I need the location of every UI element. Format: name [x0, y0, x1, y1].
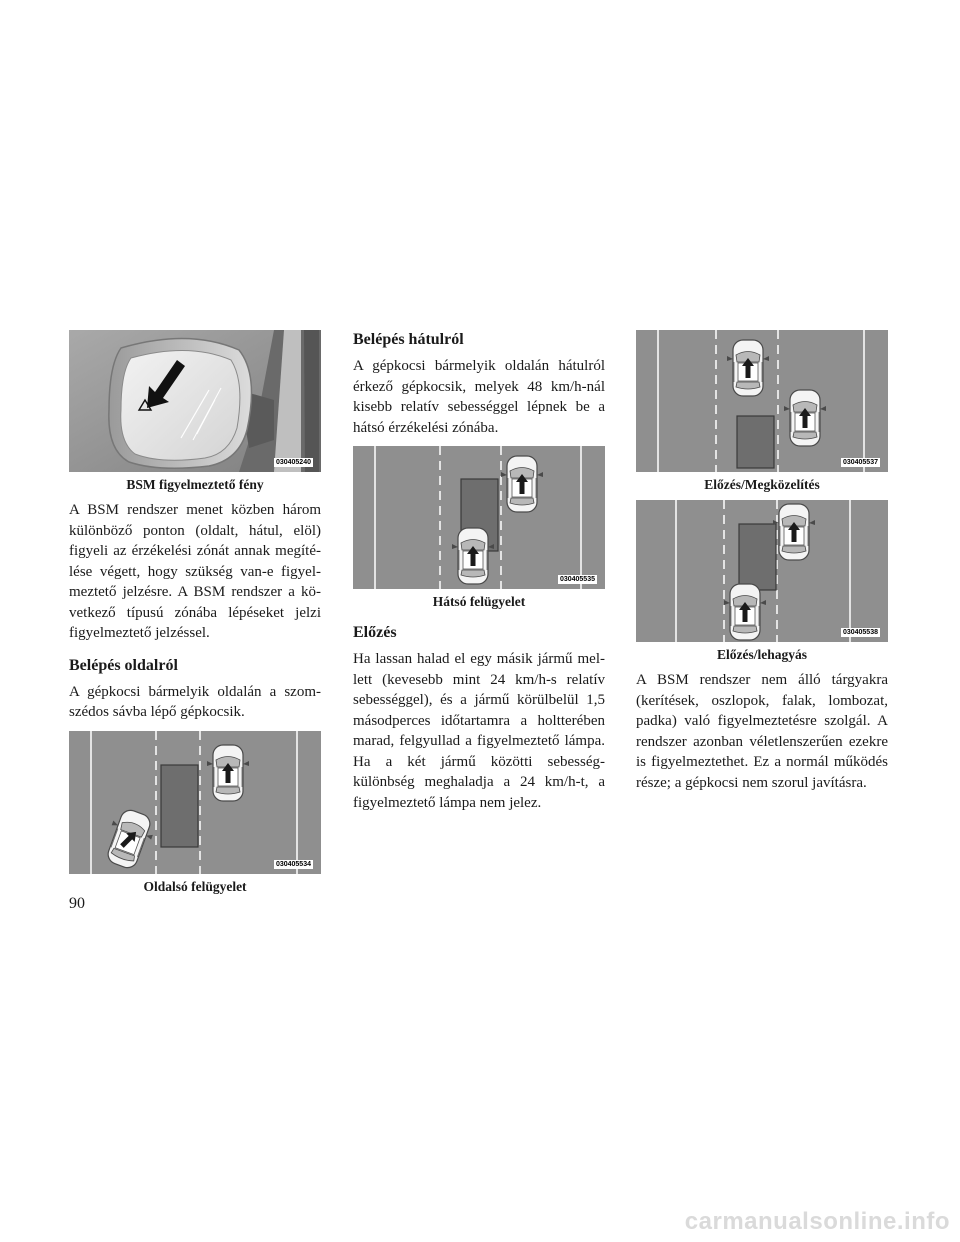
figure-bsm-warning-light [69, 330, 321, 472]
car-icon [452, 528, 494, 584]
rear-entry-paragraph: A gépkocsi bármelyik oldalán hátulról érkező gépkocsik, melyek 48 km/h-nál kisebb relatív sebességgel lépnek be a hátsó érzékelési zónába. [353, 358, 605, 436]
overtaking-paragraph: Ha lassan halad el egy másik jármű mellett (kevesebb mint 24 km/h-s relatív sebességgel), és a jármű körülbelül 1,5 másodperces időtartamra a holtterében marad, felgyullad a figyelmeztető lámpa. Ha a két jármű közötti sebességkülönbség meghaladja a 24 km/h-t, a figyelmeztető lámpa nem jelez. [353, 651, 605, 811]
car-icon [724, 584, 766, 640]
detection-zone [161, 765, 198, 847]
page-number: 90 [69, 895, 85, 912]
car-icon [207, 745, 249, 801]
side-entry-paragraph: A gépkocsi bármelyik oldalán a szomszédos sávba lépő gépkocsik. [69, 683, 321, 720]
figure-caption: BSM figyelmeztető fény [126, 477, 264, 492]
figure-rear-monitoring [353, 446, 605, 589]
figure-caption: Előzés/Megközelítés [704, 477, 820, 492]
heading-rear-entry: Belépés hátulról [353, 331, 464, 348]
closing-paragraph: A BSM rendszer nem álló tárgyakra (kerítések, oszlopok, falak, lombozat, padka) való figyelmeztetésre szolgál. A rendszer azonban véletlenszerűen ezekre is figyelmeztethet. Ez a normál működés része; a gépkocsi nem szorul javításra. [636, 672, 888, 791]
car-icon [501, 456, 543, 512]
figure-code: 030405538 [842, 629, 878, 636]
figure-overtaking-passing [636, 500, 888, 642]
figure-overtaking-approach [636, 330, 888, 472]
side-mirror-icon [69, 330, 321, 472]
figure-caption: Hátsó felügyelet [432, 594, 526, 609]
detection-zone [737, 416, 774, 468]
car-icon [773, 504, 815, 560]
figure-caption: Oldalsó felügyelet [143, 878, 247, 894]
figure-code: 030405535 [559, 576, 595, 583]
detection-zone [739, 524, 776, 590]
figure-side-monitoring [69, 731, 321, 874]
figure-code: 030405534 [275, 860, 311, 868]
car-icon [727, 340, 769, 396]
car-icon [784, 390, 826, 446]
figure-code: 030405240 [275, 459, 311, 466]
figure-code: 030405537 [842, 459, 878, 466]
intro-paragraph: A BSM rendszer menet közben három különböző ponton (oldalt, hátul, elöl) figyeli az érzékelési zónát annak megítélése végett, hogy szükség van-e figyelmeztető jelzésre. A BSM rendszer a következő típusú zónába lépéseket jelzi figyelmeztető jelzéssel. [69, 502, 321, 641]
figure-caption: Előzés/lehagyás [717, 647, 807, 662]
heading-side-entry: Belépés oldalról [69, 656, 178, 674]
heading-overtaking: Előzés [353, 624, 397, 641]
watermark: carmanualsonline.info [684, 1208, 950, 1235]
